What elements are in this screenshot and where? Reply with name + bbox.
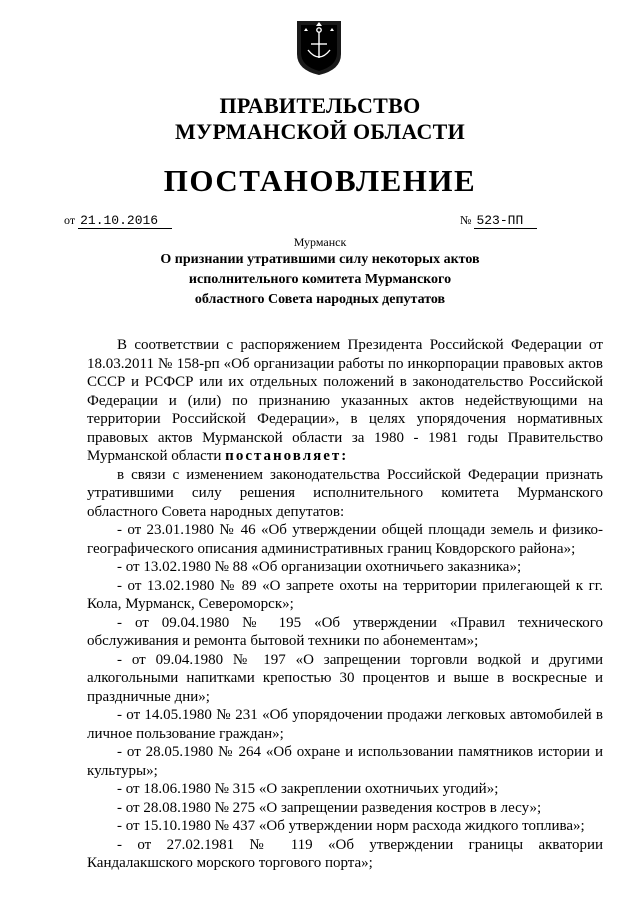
city: Мурманск <box>293 235 347 249</box>
list-item: - от 23.01.1980 № 46 «Об утверждении общей площади земель и физико-географического описания административных границ Ковдорского района»; <box>87 522 603 557</box>
date-field <box>64 213 172 229</box>
number-field <box>460 213 537 229</box>
resolve-paragraph: в связи с изменением законодательства Российской Федерации признать утратившими силу решения исполнительного комитета Мурманского областного Совета народных депутатов: <box>87 466 603 520</box>
list-item: - от 13.02.1980 № 88 «Об организации охотничьего заказника»; <box>117 559 522 575</box>
document-type: ПОСТАНОВЛЕНИЕ <box>163 163 477 198</box>
decree-word: постановляет: <box>225 448 349 464</box>
list-item: - от 28.08.1980 № 275 «О запрещении разведения костров в лесу»; <box>117 799 542 816</box>
government-name-line2: МУРМАНСКОЙ ОБЛАСТИ <box>174 119 466 144</box>
list-item: - от 09.04.1980 № 197 «О запрещении торговли водкой и другими алкогольными напитками крепостью 30 процентов и выше в воскресные и праздничные дни»; <box>87 651 603 705</box>
list-item: - от 18.06.1980 № 315 «О закреплении охотничьих угодий»; <box>117 781 499 797</box>
list-item: - от 14.05.1980 № 231 «Об упорядочении продажи легковых автомобилей в личное пользование граждан»; <box>87 707 603 742</box>
list-item: - от 28.05.1980 № 264 «Об охране и использовании памятников истории и культуры»; <box>87 744 603 779</box>
coat-of-arms-emblem <box>294 18 344 76</box>
list-item: - от 27.02.1981 № 119 «Об утверждении границы акватории Кандалакшского морского торгового порта»; <box>87 836 603 871</box>
list-item: - от 09.04.1980 № 195 «Об утверждении «Правил технического обслуживания и ремонта бытовой техники по абонементам»; <box>87 614 603 649</box>
document-date: 21.10.2016 <box>78 213 172 229</box>
title-line: исполнительного комитета Мурманского <box>188 272 452 287</box>
intro-text: В соответствии с распоряжением Президента Российской Федерации от 18.03.2011 № 158-рп «Об организации работы по инкорпорации правовых актов СССР и РСФСР или их отдельных положений в законодательство Российской Федерации и (или) по признанию указанных актов недействующими на территории Российской Федерации», в целях упорядочения нормативных правовых актов Мурманской области за 1980 - 1981 годы Правительство Мурманской области <box>87 337 603 464</box>
repealed-acts-list <box>87 521 603 873</box>
document-title <box>120 250 520 310</box>
list-item: - от 13.02.1980 № 89 «О запрете охоты на территории прилегающей к гг. Кола, Мурманск, Североморск»; <box>87 577 603 612</box>
document-body <box>87 336 603 873</box>
title-line: О признании утратившими силу некоторых актов <box>160 252 480 267</box>
document-number: 523-ПП <box>474 213 537 229</box>
title-line: областного Совета народных депутатов <box>194 292 446 307</box>
number-prefix: № <box>460 213 472 227</box>
date-prefix: от <box>64 213 76 227</box>
list-item: - от 15.10.1980 № 437 «Об утверждении норм расхода жидкого топлива»; <box>117 818 585 834</box>
intro-paragraph <box>87 336 603 466</box>
government-name-line1: ПРАВИТЕЛЬСТВО <box>219 93 421 118</box>
